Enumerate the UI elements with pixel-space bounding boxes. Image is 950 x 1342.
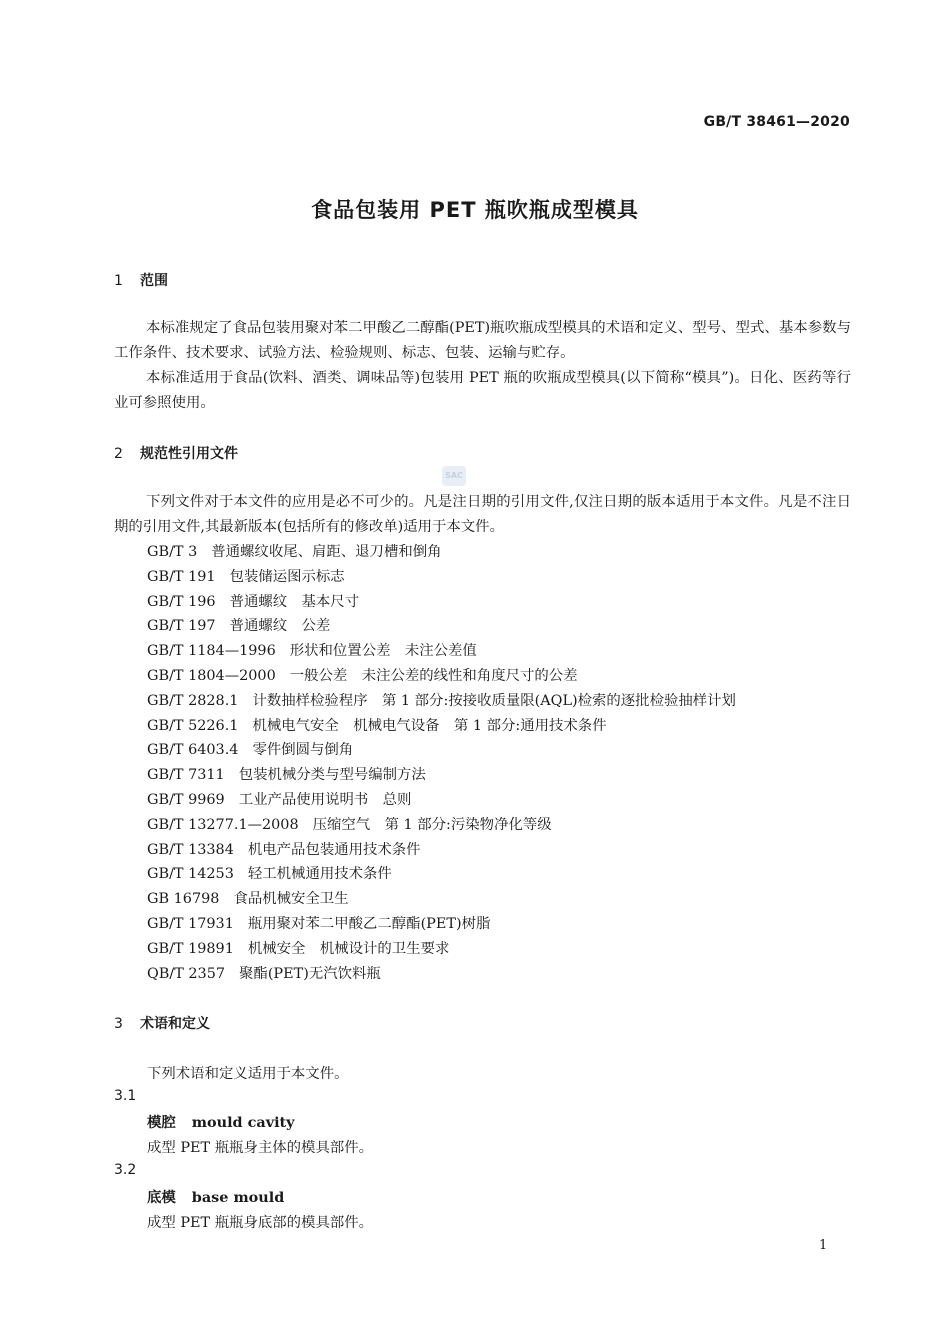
section-2-title: 规范性引用文件 xyxy=(140,446,238,462)
reference-code: GB/T 9969 xyxy=(147,791,225,808)
reference-item xyxy=(147,937,736,962)
reference-title: 一般公差 未注公差的线性和角度尺寸的公差 xyxy=(289,667,578,684)
section-3-heading xyxy=(114,1013,210,1033)
reference-title: 聚酯(PET)无汽饮料瓶 xyxy=(239,965,381,982)
reference-item xyxy=(147,614,736,639)
reference-item xyxy=(147,838,736,863)
term-entry xyxy=(147,1111,295,1132)
reference-item xyxy=(147,912,736,937)
section-1-heading xyxy=(114,270,168,290)
reference-item xyxy=(147,887,736,912)
reference-item xyxy=(147,962,736,987)
clause-number: 3.1 xyxy=(114,1088,137,1104)
reference-code: GB/T 196 xyxy=(147,593,216,610)
reference-title: 机械电气安全 机械电气设备 第 1 部分:通用技术条件 xyxy=(252,717,607,734)
reference-title: 包装储运图示标志 xyxy=(229,568,345,585)
sac-watermark-logo: SAC xyxy=(442,466,466,486)
reference-code: GB/T 13384 xyxy=(147,841,234,858)
reference-item xyxy=(147,788,736,813)
reference-item xyxy=(147,813,736,838)
scope-paragraph-1: 本标准规定了食品包装用聚对苯二甲酸乙二醇酯(PET)瓶吹瓶成型模具的术语和定义、型号、型式、基本参数与工作条件、技术要求、试验方法、检验规则、标志、包装、运输与贮存。 xyxy=(114,320,851,361)
reference-title: 普通螺纹收尾、肩距、退刀槽和倒角 xyxy=(211,544,442,560)
reference-item xyxy=(147,540,736,565)
reference-item xyxy=(147,714,736,739)
reference-code: GB/T 1804—2000 xyxy=(147,667,276,684)
reference-item xyxy=(147,590,736,615)
reference-code: GB/T 19891 xyxy=(147,940,234,957)
reference-title: 机械安全 机械设计的卫生要求 xyxy=(247,940,450,957)
section-3-title: 术语和定义 xyxy=(140,1016,210,1032)
reference-code: GB/T 14253 xyxy=(147,866,234,883)
reference-title: 包装机械分类与型号编制方法 xyxy=(238,767,426,784)
clause-number: 3.2 xyxy=(114,1162,137,1178)
term-definition: 成型 PET 瓶瓶身主体的模具部件。 xyxy=(147,1140,374,1156)
reference-title: 工业产品使用说明书 总则 xyxy=(238,791,412,808)
term-chinese: 模腔 xyxy=(147,1115,176,1131)
reference-title: 普通螺纹 公差 xyxy=(229,618,331,635)
reference-code: GB/T 6403.4 xyxy=(147,742,239,759)
reference-code: GB/T 13277.1—2008 xyxy=(147,816,299,833)
reference-code: GB/T 2828.1 xyxy=(147,692,239,709)
reference-item xyxy=(147,639,736,664)
reference-title: 压缩空气 第 1 部分:污染物净化等级 xyxy=(312,816,552,833)
section-1-number: 1 xyxy=(114,273,123,289)
reference-item xyxy=(147,664,736,689)
reference-code: GB 16798 xyxy=(147,891,220,908)
reference-code: GB/T 17931 xyxy=(147,915,234,932)
reference-item xyxy=(147,862,736,887)
reference-title: 计数抽样检验程序 第 1 部分:按接收质量限(AQL)检索的逐批检验抽样计划 xyxy=(252,692,736,709)
reference-title: 零件倒圆与倒角 xyxy=(252,742,354,759)
reference-code: GB/T 7311 xyxy=(147,767,225,784)
reference-title: 食品机械安全卫生 xyxy=(233,891,349,908)
page-number: 1 xyxy=(819,1238,828,1253)
reference-code: GB/T 3 xyxy=(147,544,198,560)
reference-title: 普通螺纹 基本尺寸 xyxy=(229,593,360,610)
reference-title: 机电产品包装通用技术条件 xyxy=(247,841,421,858)
document-title: 食品包装用 PET 瓶吹瓶成型模具 xyxy=(311,198,639,222)
section-1-title: 范围 xyxy=(140,273,168,289)
term-english: mould cavity xyxy=(191,1114,295,1131)
term-entry xyxy=(147,1186,284,1207)
term-chinese: 底模 xyxy=(147,1190,176,1206)
standard-number: GB/T 38461—2020 xyxy=(703,114,850,130)
section-3-number: 3 xyxy=(114,1016,123,1032)
reference-code: GB/T 1184—1996 xyxy=(147,643,276,660)
reference-title: 轻工机械通用技术条件 xyxy=(247,866,392,883)
terms-intro: 下列术语和定义适用于本文件。 xyxy=(147,1066,349,1082)
reference-title: 形状和位置公差 未注公差值 xyxy=(289,643,477,660)
references-intro: 下列文件对于本文件的应用是必不可少的。凡是注日期的引用文件,仅注日期的版本适用于本文件。凡是不注日期的引用文件,其最新版本(包括所有的修改单)适用于本文件。 xyxy=(114,494,851,535)
reference-item xyxy=(147,565,736,590)
reference-code: GB/T 5226.1 xyxy=(147,717,239,734)
term-english: base mould xyxy=(191,1189,285,1206)
reference-item xyxy=(147,689,736,714)
section-2-number: 2 xyxy=(114,446,123,462)
reference-code: GB/T 197 xyxy=(147,618,216,635)
reference-item xyxy=(147,738,736,763)
reference-title: 瓶用聚对苯二甲酸乙二醇酯(PET)树脂 xyxy=(247,915,491,932)
reference-list xyxy=(147,540,736,986)
reference-item xyxy=(147,763,736,788)
scope-paragraph-2: 本标准适用于食品(饮料、酒类、调味品等)包装用 PET 瓶的吹瓶成型模具(以下简称“模具”)。日化、医药等行业可参照使用。 xyxy=(114,370,851,411)
reference-code: QB/T 2357 xyxy=(147,965,226,982)
term-definition: 成型 PET 瓶瓶身底部的模具部件。 xyxy=(147,1215,374,1231)
reference-code: GB/T 191 xyxy=(147,568,216,585)
section-2-heading xyxy=(114,443,238,463)
